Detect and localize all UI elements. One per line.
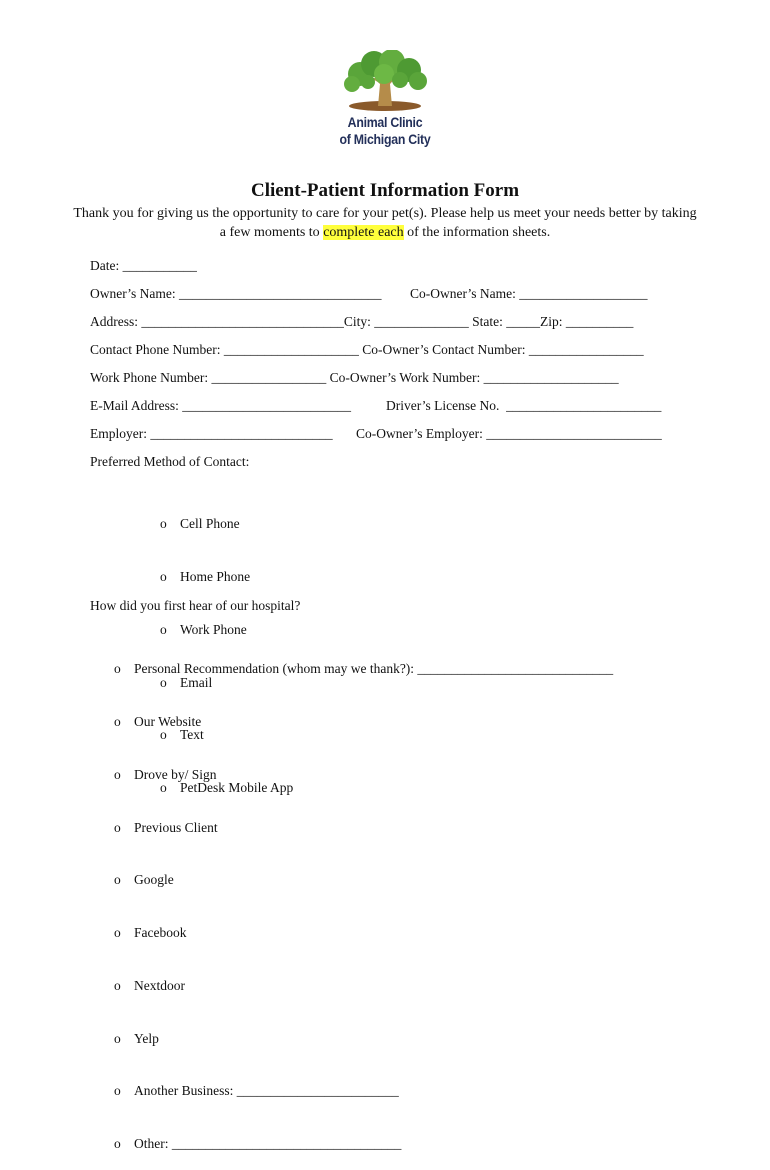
checkbox-circle-icon[interactable]: o: [160, 674, 167, 690]
list-item[interactable]: o Other: __________________________________: [114, 1136, 402, 1152]
list-item[interactable]: o Google: [114, 872, 174, 888]
list-item[interactable]: o Email: [160, 674, 213, 690]
intro-text-after: of the information sheets.: [403, 225, 551, 240]
checkbox-circle-icon[interactable]: o: [160, 621, 167, 637]
checkbox-circle-icon[interactable]: o: [114, 1030, 121, 1046]
checkbox-circle-icon[interactable]: o: [114, 872, 121, 888]
intro-highlight: complete each: [323, 225, 404, 240]
drivers-license-field[interactable]: Driver’s License No. _______________________: [386, 398, 662, 413]
list-item[interactable]: o Facebook: [114, 925, 187, 941]
checkbox-circle-icon[interactable]: o: [114, 977, 121, 993]
checkbox-circle-icon[interactable]: o: [114, 766, 121, 782]
co-owner-employer-field[interactable]: Co-Owner’s Employer: __________________________: [356, 426, 662, 441]
intro-paragraph: [70, 204, 700, 242]
list-item[interactable]: o Drove by/ Sign: [114, 766, 217, 782]
logo-text: [337, 114, 434, 148]
checkbox-circle-icon[interactable]: o: [114, 819, 121, 835]
list-item[interactable]: o Cell Phone: [160, 516, 240, 532]
list-item[interactable]: o Yelp: [114, 1030, 159, 1046]
list-item[interactable]: o Work Phone: [160, 621, 247, 637]
checkbox-circle-icon[interactable]: o: [114, 1083, 121, 1099]
checkbox-circle-icon[interactable]: o: [160, 780, 167, 796]
checkbox-circle-icon[interactable]: o: [160, 516, 167, 532]
form-title: Client-Patient Information Form: [250, 180, 520, 201]
date-field[interactable]: Date: ___________: [90, 258, 197, 273]
employer-field[interactable]: Employer: ___________________________: [90, 426, 333, 441]
clinic-logo: [330, 50, 440, 160]
list-item[interactable]: o Nextdoor: [114, 977, 185, 993]
list-item[interactable]: o Our Website: [114, 713, 202, 729]
list-item[interactable]: o Another Business: ________________________: [114, 1083, 399, 1099]
address-field[interactable]: Address: ______________________________City: ______________ State: _____Zip: __________: [90, 314, 634, 329]
owner-name-field[interactable]: Owner’s Name: ______________________________: [90, 286, 382, 301]
logo-line-1: Animal Clinic: [347, 114, 423, 130]
tree-icon: [330, 50, 440, 114]
work-phone-field[interactable]: Work Phone Number: _________________ Co-Owner’s Work Number: ____________________: [90, 370, 619, 385]
checkbox-circle-icon[interactable]: o: [160, 568, 167, 584]
contact-phone-field[interactable]: Contact Phone Number: ____________________ Co-Owner’s Contact Number: _________________: [90, 342, 644, 357]
list-item[interactable]: o Previous Client: [114, 819, 218, 835]
list-item[interactable]: o PetDesk Mobile App: [160, 780, 294, 796]
checkbox-circle-icon[interactable]: o: [114, 661, 121, 677]
intro-text-before: Thank you for giving us the opportunity to care for your pet(s). Please help us meet your needs better by taking a few moments to: [73, 206, 697, 240]
referral-label: How did you first hear of our hospital?: [90, 598, 301, 613]
list-item[interactable]: o Text: [160, 727, 204, 743]
checkbox-circle-icon[interactable]: o: [114, 713, 121, 729]
checkbox-circle-icon[interactable]: o: [114, 1136, 121, 1152]
checkbox-circle-icon[interactable]: o: [114, 925, 121, 941]
list-item[interactable]: o Personal Recommendation (whom may we thank?): _____________________________: [114, 661, 614, 677]
checkbox-circle-icon[interactable]: o: [160, 727, 167, 743]
preferred-contact-label: Preferred Method of Contact:: [90, 454, 250, 469]
list-item[interactable]: o Home Phone: [160, 568, 251, 584]
email-field[interactable]: E-Mail Address: _________________________: [90, 398, 351, 413]
co-owner-name-field[interactable]: Co-Owner’s Name: ___________________: [410, 286, 648, 301]
logo-line-2: of Michigan City: [339, 131, 431, 147]
referral-list: [114, 625, 613, 1170]
